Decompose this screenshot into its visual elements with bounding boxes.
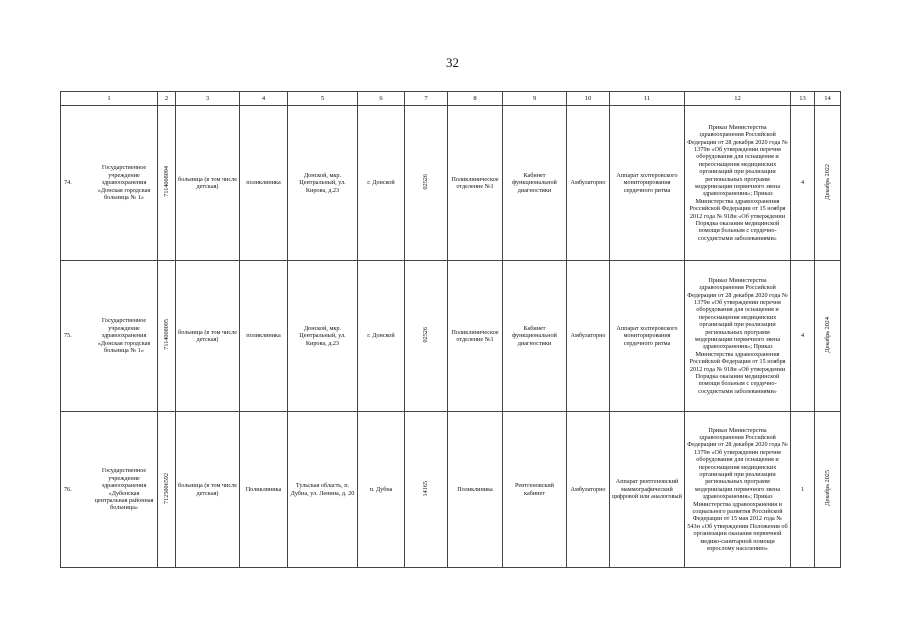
- row-number: 75.: [64, 332, 72, 340]
- care-form: Амбулаторно: [567, 106, 610, 261]
- equipment: Аппарат холтеровского мониторирования сердечного ритма: [610, 106, 685, 261]
- equipment: Аппарат холтеровского мониторирования сердечного ритма: [610, 261, 685, 412]
- facility-subtype: поликлиника: [240, 106, 288, 261]
- column-header: 12: [685, 92, 791, 106]
- row-org-cell: [61, 412, 158, 568]
- row-org-cell: [61, 106, 158, 261]
- table-row: [61, 412, 841, 568]
- city: г. Донской: [358, 106, 405, 261]
- facility-type: больница (в том числе детская): [176, 412, 240, 568]
- room: Кабинет функциональной диагностики: [503, 261, 567, 412]
- quantity: 4: [791, 106, 815, 261]
- table-row: [61, 261, 841, 412]
- column-header: 10: [567, 92, 610, 106]
- column-header: 14: [815, 92, 841, 106]
- org-code-cell: [158, 106, 176, 261]
- column-header: 11: [610, 92, 685, 106]
- date-cell: [815, 261, 841, 412]
- address: Донской, мкр. Центральный, ул. Кирова, д.23: [288, 261, 358, 412]
- column-header: 13: [791, 92, 815, 106]
- organization-name: Государственное учреждение здравоохранения «Донская городская больница № 1»: [97, 317, 151, 355]
- city: п. Дубна: [358, 412, 405, 568]
- facility-type: больница (в том числе детская): [176, 106, 240, 261]
- postcode-cell: [405, 106, 448, 261]
- org-code-cell: [158, 412, 176, 568]
- org-code-cell: [158, 261, 176, 412]
- postcode: 02526: [422, 174, 430, 190]
- column-header: 4: [240, 92, 288, 106]
- postcode-cell: [405, 412, 448, 568]
- division: Поликлиническое отделение №1: [448, 261, 503, 412]
- header-row: [61, 92, 841, 106]
- column-header: 6: [358, 92, 405, 106]
- room: Рентгеновский кабинет: [503, 412, 567, 568]
- legal-basis: Приказ Министерства здравоохранения Российской Федерации от 28 декабря 2020 года № 1379н «Об утверждении перечня оборудования для оснащения и переоснащения медицинских организаций при реализации региональных программ модернизации первичного звена здравоохранения»; Приказ Министерства здравоохранения Российской Федерации от 15 ноября 2012 года № 918н «Об утверждении Порядка оказания медицинской помощи больным с сердечно-сосудистыми заболеваниями»: [685, 261, 791, 412]
- org-code: 7125006592: [162, 472, 170, 504]
- date: Декабрь 2025: [823, 470, 831, 507]
- quantity: 1: [791, 412, 815, 568]
- division: Поликлиника: [448, 412, 503, 568]
- column-header: 8: [448, 92, 503, 106]
- care-form: Амбулаторно: [567, 261, 610, 412]
- legal-basis: Приказ Министерства здравоохранения Российской Федерации от 28 декабря 2020 года № 1379н «Об утверждении перечня оборудования для оснащения и переоснащения медицинских организаций при реализации региональных программ модернизации первичного звена здравоохранения»; Приказ Министерства здравоохранения и социального развития Российской Федерации от 15 мая 2012 года № 543н «Об утверждении Положения об организации оказания первичной медико-санитарной помощи взрослому населению»: [685, 412, 791, 568]
- facility-subtype: поликлиника: [240, 261, 288, 412]
- room: Кабинет функциональной диагностики: [503, 106, 567, 261]
- column-header: 5: [288, 92, 358, 106]
- table-row: [61, 106, 841, 261]
- postcode-cell: [405, 261, 448, 412]
- equipment-table: [60, 91, 841, 568]
- division: Поликлиническое отделение №1: [448, 106, 503, 261]
- org-code: 7114008095: [162, 319, 170, 351]
- organization-name: Государственное учреждение здравоохранения «Донская городская больница № 1»: [97, 164, 151, 202]
- column-header: 1: [61, 92, 158, 106]
- quantity: 4: [791, 261, 815, 412]
- postcode: 02526: [422, 327, 430, 343]
- organization-name: Государственное учреждение здравоохранения «Дубенская центральная районная больница»: [94, 467, 154, 512]
- column-header: 7: [405, 92, 448, 106]
- date-cell: [815, 412, 841, 568]
- row-number: 74.: [64, 179, 72, 187]
- column-header: 3: [176, 92, 240, 106]
- care-form: Амбулаторно: [567, 412, 610, 568]
- address: Тульская область, п. Дубна, ул. Ленина, д. 20: [288, 412, 358, 568]
- date: Декабрь 2024: [823, 316, 831, 353]
- row-number: 76.: [64, 485, 72, 493]
- postcode: 14165: [422, 480, 430, 497]
- date: Декабрь 2022: [823, 163, 831, 200]
- facility-subtype: Поликлиника: [240, 412, 288, 568]
- facility-type: больница (в том числе детская): [176, 261, 240, 412]
- equipment: Аппарат рентгеновский маммографический цифровой или аналоговый: [610, 412, 685, 568]
- org-code: 7114008094: [162, 166, 170, 198]
- legal-basis: Приказ Министерства здравоохранения Российской Федерации от 28 декабря 2020 года № 1379н «Об утверждении перечня оборудования для оснащения и переоснащения медицинских организаций при реализации региональных программ модернизации первичного звена здравоохранения»; Приказ Министерства здравоохранения Российской Федерации от 15 ноября 2012 года № 918н «Об утверждении Порядка оказания медицинской помощи больным с сердечно-сосудистыми заболеваниями»: [685, 106, 791, 261]
- row-org-cell: [61, 261, 158, 412]
- date-cell: [815, 106, 841, 261]
- column-header: 9: [503, 92, 567, 106]
- page-number: 32: [446, 55, 459, 70]
- column-header: 2: [158, 92, 176, 106]
- city: г. Донской: [358, 261, 405, 412]
- address: Донской, мкр. Центральный, ул. Кирова, д.23: [288, 106, 358, 261]
